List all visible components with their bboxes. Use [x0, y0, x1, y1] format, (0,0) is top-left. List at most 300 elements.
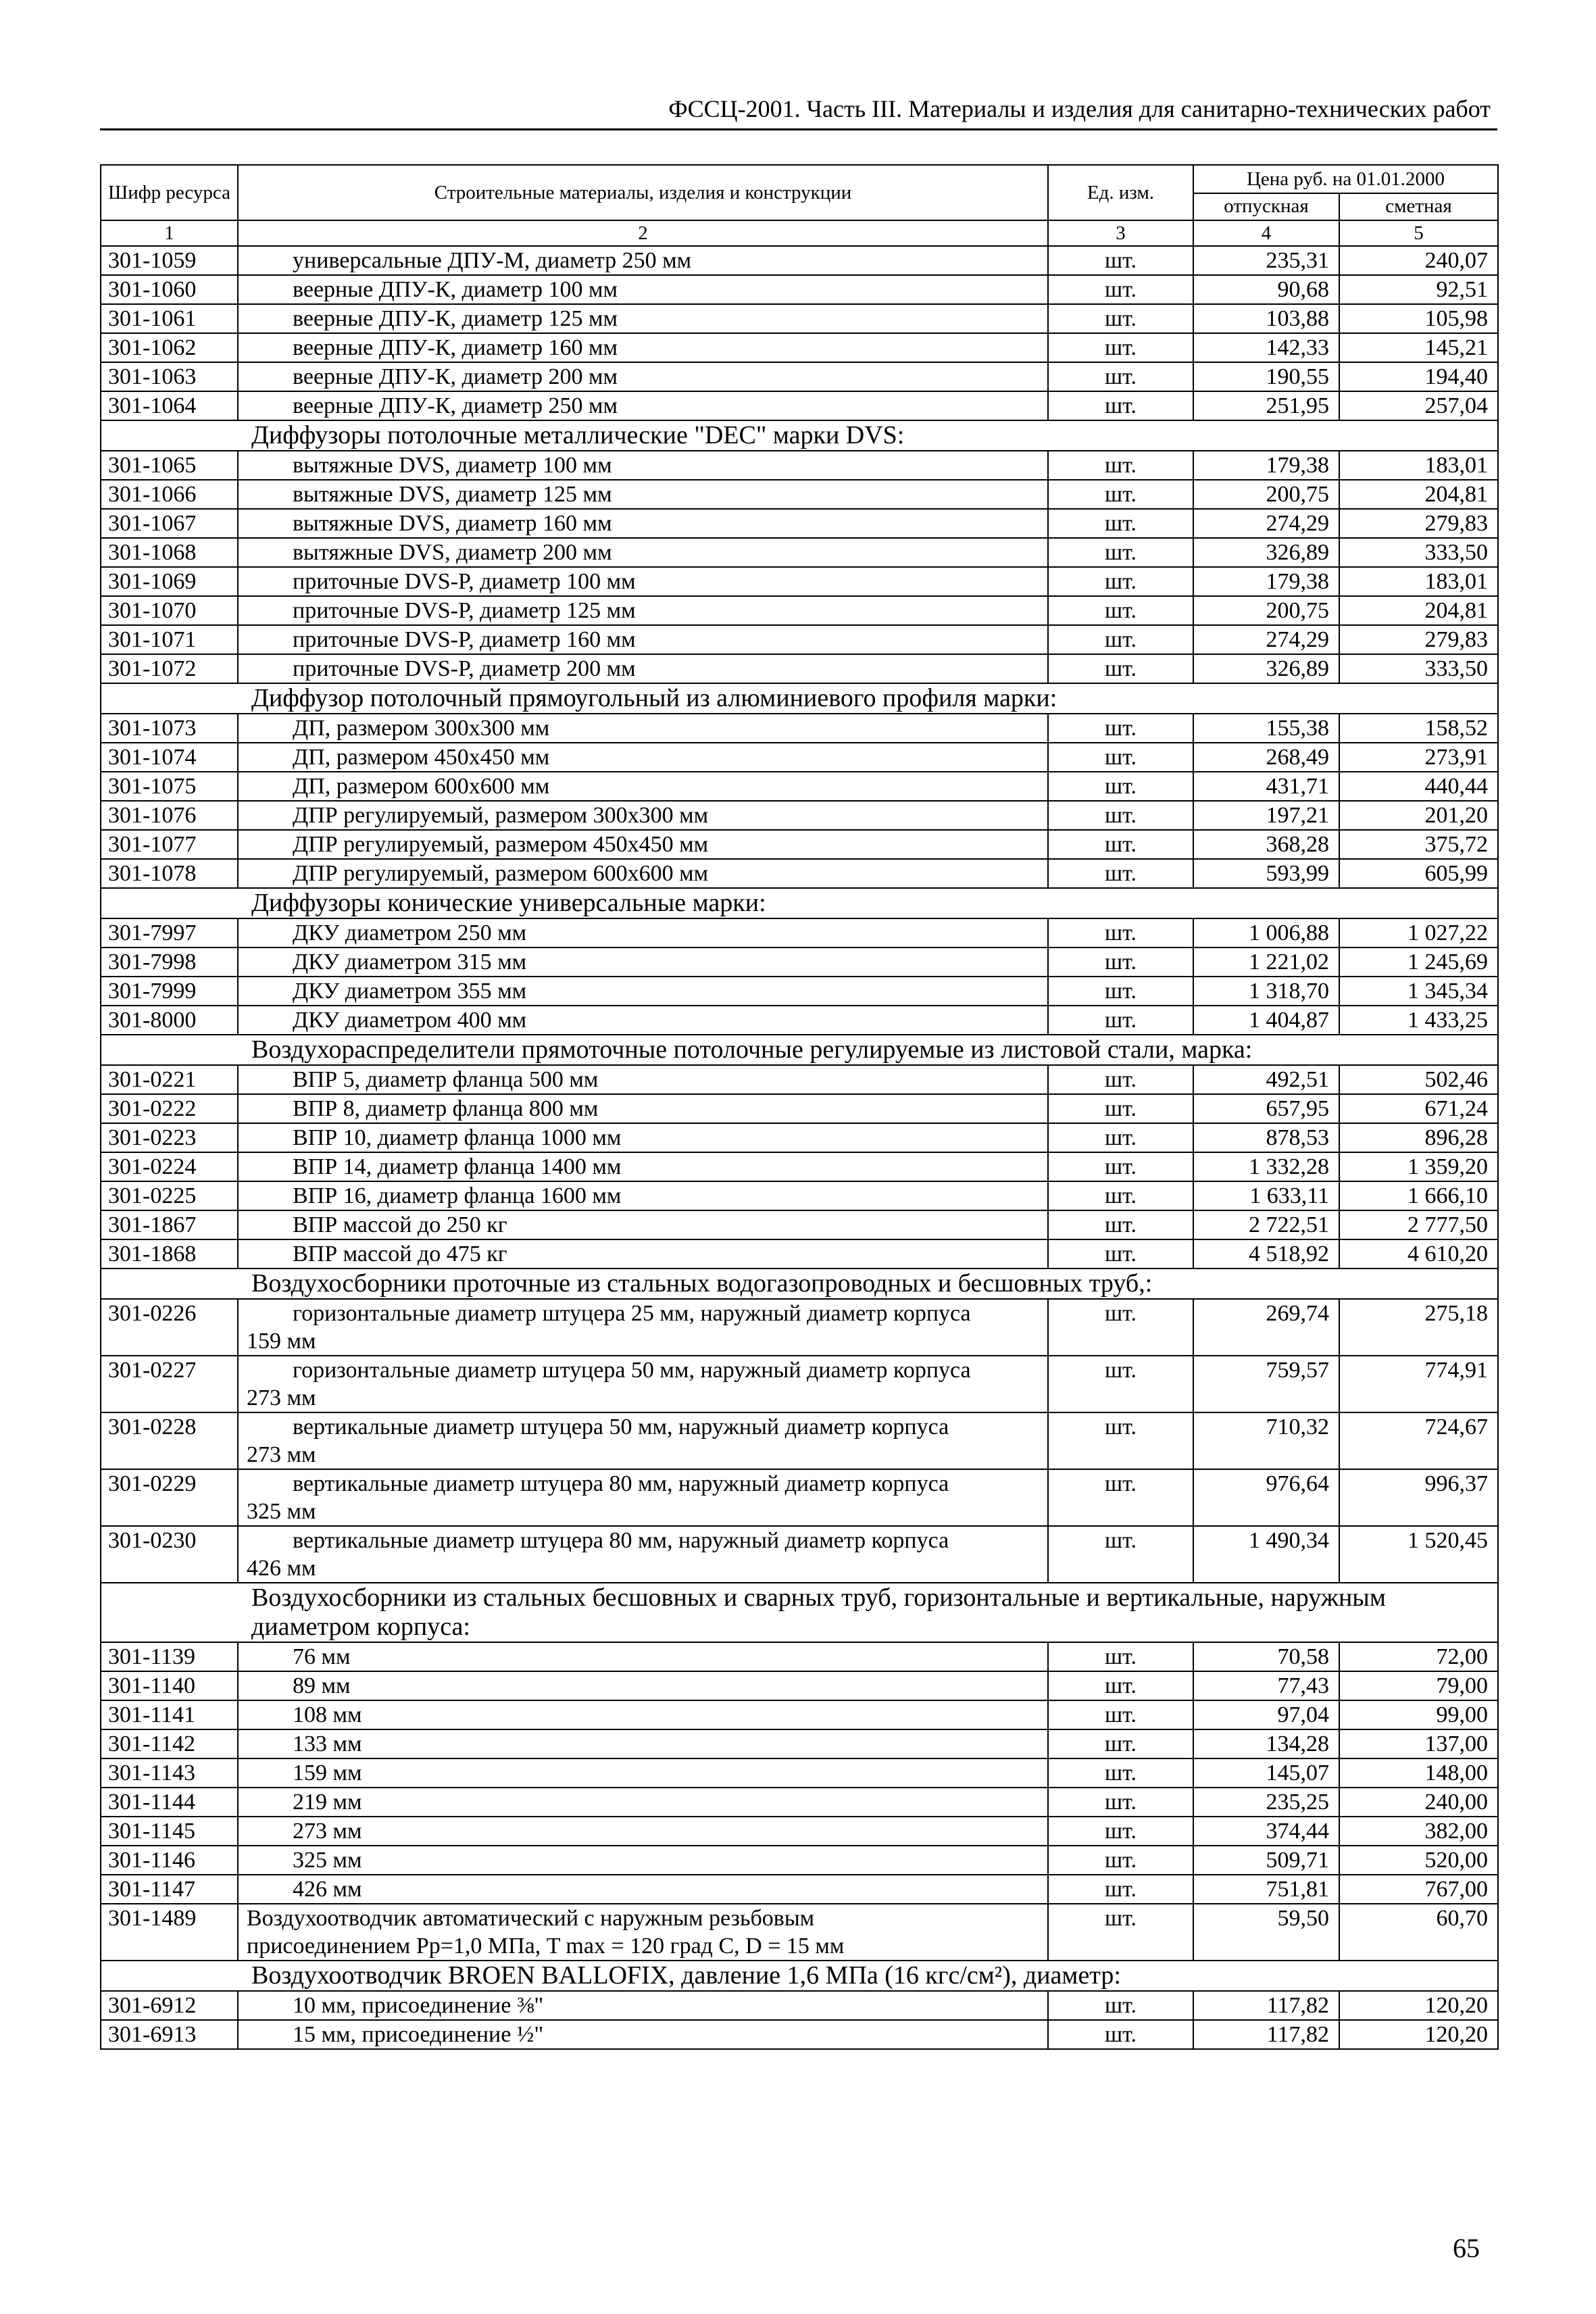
unit: шт.	[1048, 1210, 1193, 1239]
release-price: 117,82	[1193, 1991, 1339, 2020]
unit: шт.	[1048, 275, 1193, 304]
estimate-price: 72,00	[1339, 1642, 1498, 1671]
resource-code: 301-1867	[101, 1210, 238, 1239]
estimate-price: 1 666,10	[1339, 1181, 1498, 1210]
table-row	[101, 772, 1498, 801]
estimate-price: 204,81	[1339, 596, 1498, 625]
unit: шт.	[1048, 1671, 1193, 1700]
table-row	[101, 1817, 1498, 1846]
unit: шт.	[1048, 1412, 1193, 1469]
unit: шт.	[1048, 1700, 1193, 1729]
unit: шт.	[1048, 246, 1193, 275]
unit: шт.	[1048, 1006, 1193, 1035]
item-name: вытяжные DVS, диаметр 200 мм	[238, 538, 1048, 567]
resource-code: 301-1060	[101, 275, 238, 304]
release-price: 274,29	[1193, 509, 1339, 538]
resource-code: 301-1075	[101, 772, 238, 801]
section-heading: Диффузор потолочный прямоугольный из алюминиевого профиля марки:	[101, 683, 1498, 714]
estimate-price: 774,91	[1339, 1356, 1498, 1412]
item-name	[238, 1469, 1048, 1526]
resource-code: 301-1144	[101, 1788, 238, 1817]
item-name: 133 мм	[238, 1729, 1048, 1758]
section-heading: Диффузоры потолочные металлические "DEC" марки DVS:	[101, 420, 1498, 451]
item-name: ВПР 10, диаметр фланца 1000 мм	[238, 1123, 1048, 1152]
estimate-price: 201,20	[1339, 801, 1498, 830]
release-price: 1 006,88	[1193, 918, 1339, 947]
resource-code: 301-0229	[101, 1469, 238, 1526]
release-price: 235,31	[1193, 246, 1339, 275]
table-row	[101, 714, 1498, 743]
item-name: вытяжные DVS, диаметр 125 мм	[238, 480, 1048, 509]
release-price: 235,25	[1193, 1788, 1339, 1817]
item-name: 273 мм	[238, 1817, 1048, 1846]
table-row	[101, 1642, 1498, 1671]
unit: шт.	[1048, 1152, 1193, 1181]
unit: шт.	[1048, 1758, 1193, 1788]
item-name: веерные ДПУ-К, диаметр 125 мм	[238, 304, 1048, 333]
resource-code: 301-7998	[101, 947, 238, 977]
resource-code: 301-0227	[101, 1356, 238, 1412]
table-row	[101, 362, 1498, 391]
estimate-price: 1 245,69	[1339, 947, 1498, 977]
table-row	[101, 1181, 1498, 1210]
table-row	[101, 1210, 1498, 1239]
section-heading-row	[101, 420, 1498, 451]
release-price: 97,04	[1193, 1700, 1339, 1729]
table-row	[101, 509, 1498, 538]
release-price: 1 490,34	[1193, 1526, 1339, 1583]
estimate-price: 1 027,22	[1339, 918, 1498, 947]
unit: шт.	[1048, 801, 1193, 830]
unit: шт.	[1048, 859, 1193, 888]
unit: шт.	[1048, 654, 1193, 683]
table-row	[101, 1846, 1498, 1875]
table-row	[101, 918, 1498, 947]
section-heading: Воздухосборники проточные из стальных водогазопроводных и бесшовных труб,:	[101, 1269, 1498, 1299]
table-row	[101, 596, 1498, 625]
item-name: веерные ДПУ-К, диаметр 250 мм	[238, 391, 1048, 420]
estimate-price: 1 433,25	[1339, 1006, 1498, 1035]
resource-code: 301-1069	[101, 567, 238, 596]
unit: шт.	[1048, 1875, 1193, 1904]
item-name: 426 мм	[238, 1875, 1048, 1904]
item-name: вытяжные DVS, диаметр 100 мм	[238, 451, 1048, 480]
estimate-price: 767,00	[1339, 1875, 1498, 1904]
table-row	[101, 1671, 1498, 1700]
unit: шт.	[1048, 1123, 1193, 1152]
release-price: 751,81	[1193, 1875, 1339, 1904]
resource-code: 301-1145	[101, 1817, 238, 1846]
estimate-price: 137,00	[1339, 1729, 1498, 1758]
unit: шт.	[1048, 977, 1193, 1006]
table-row	[101, 1875, 1498, 1904]
resource-code: 301-1073	[101, 714, 238, 743]
release-price: 200,75	[1193, 596, 1339, 625]
resource-code: 301-0223	[101, 1123, 238, 1152]
item-name-line: 159 мм	[247, 1329, 316, 1354]
item-name	[238, 1412, 1048, 1469]
unit: шт.	[1048, 1469, 1193, 1526]
item-name: универсальные ДПУ-М, диаметр 250 мм	[238, 246, 1048, 275]
release-price: 1 221,02	[1193, 947, 1339, 977]
estimate-price: 1 520,45	[1339, 1526, 1498, 1583]
table-row	[101, 1152, 1498, 1181]
unit: шт.	[1048, 304, 1193, 333]
release-price: 274,29	[1193, 625, 1339, 654]
estimate-price: 279,83	[1339, 509, 1498, 538]
unit: шт.	[1048, 391, 1193, 420]
table-row	[101, 1299, 1498, 1356]
table-row	[101, 1788, 1498, 1817]
resource-code: 301-1062	[101, 333, 238, 362]
item-name: приточные DVS-P, диаметр 100 мм	[238, 567, 1048, 596]
estimate-price: 105,98	[1339, 304, 1498, 333]
resource-code: 301-1059	[101, 246, 238, 275]
section-heading-row	[101, 1269, 1498, 1299]
release-price: 155,38	[1193, 714, 1339, 743]
item-name	[238, 1904, 1048, 1961]
unit: шт.	[1048, 1094, 1193, 1123]
estimate-price: 520,00	[1339, 1846, 1498, 1875]
table-row	[101, 801, 1498, 830]
resource-code: 301-1061	[101, 304, 238, 333]
table-row	[101, 1526, 1498, 1583]
item-name: 219 мм	[238, 1788, 1048, 1817]
table-row	[101, 1700, 1498, 1729]
unit: шт.	[1048, 947, 1193, 977]
section-heading-row	[101, 1961, 1498, 1991]
header-name: Строительные материалы, изделия и конструкции	[238, 165, 1048, 220]
item-name: вытяжные DVS, диаметр 160 мм	[238, 509, 1048, 538]
item-name: ДКУ диаметром 355 мм	[238, 977, 1048, 1006]
resource-code: 301-1140	[101, 1671, 238, 1700]
item-name: ДПР регулируемый, размером 600x600 мм	[238, 859, 1048, 888]
resource-code: 301-8000	[101, 1006, 238, 1035]
estimate-price: 671,24	[1339, 1094, 1498, 1123]
release-price: 1 332,28	[1193, 1152, 1339, 1181]
price-table	[100, 164, 1499, 2050]
estimate-price: 148,00	[1339, 1758, 1498, 1788]
release-price: 368,28	[1193, 830, 1339, 859]
resource-code: 301-1141	[101, 1700, 238, 1729]
table-row	[101, 654, 1498, 683]
item-name-line: горизонтальные диаметр штуцера 50 мм, наружный диаметр корпуса	[293, 1358, 971, 1383]
item-name: ВПР массой до 475 кг	[238, 1239, 1048, 1269]
release-price: 2 722,51	[1193, 1210, 1339, 1239]
item-name-line: 426 мм	[247, 1556, 316, 1581]
estimate-price: 275,18	[1339, 1299, 1498, 1356]
resource-code: 301-1070	[101, 596, 238, 625]
estimate-price: 204,81	[1339, 480, 1498, 509]
table-row	[101, 977, 1498, 1006]
item-name-line: Воздухоотводчик автоматический с наружным резьбовым	[247, 1906, 815, 1931]
item-name: ВПР массой до 250 кг	[238, 1210, 1048, 1239]
table-row	[101, 947, 1498, 977]
item-name-line: вертикальные диаметр штуцера 50 мм, наружный диаметр корпуса	[293, 1414, 949, 1439]
resource-code: 301-1076	[101, 801, 238, 830]
release-price: 657,95	[1193, 1094, 1339, 1123]
item-name: ДКУ диаметром 250 мм	[238, 918, 1048, 947]
item-name-line: 273 мм	[247, 1442, 316, 1467]
table-row	[101, 567, 1498, 596]
estimate-price: 440,44	[1339, 772, 1498, 801]
item-name: 325 мм	[238, 1846, 1048, 1875]
table-row	[101, 1904, 1498, 1961]
table-row	[101, 625, 1498, 654]
table-row	[101, 1094, 1498, 1123]
resource-code: 301-0222	[101, 1094, 238, 1123]
item-name: веерные ДПУ-К, диаметр 200 мм	[238, 362, 1048, 391]
release-price: 179,38	[1193, 567, 1339, 596]
estimate-price: 273,91	[1339, 743, 1498, 772]
resource-code: 301-0230	[101, 1526, 238, 1583]
item-name: веерные ДПУ-К, диаметр 100 мм	[238, 275, 1048, 304]
table-row	[101, 830, 1498, 859]
estimate-price: 502,46	[1339, 1065, 1498, 1094]
resource-code: 301-7999	[101, 977, 238, 1006]
header-unit: Ед. изм.	[1048, 165, 1193, 220]
estimate-price: 724,67	[1339, 1412, 1498, 1469]
item-name: ВПР 5, диаметр фланца 500 мм	[238, 1065, 1048, 1094]
section-heading-row	[101, 1583, 1498, 1642]
unit: шт.	[1048, 538, 1193, 567]
column-number: 2	[238, 220, 1048, 246]
resource-code: 301-6913	[101, 2020, 238, 2049]
release-price: 142,33	[1193, 333, 1339, 362]
unit: шт.	[1048, 333, 1193, 362]
unit: шт.	[1048, 1181, 1193, 1210]
release-price: 1 633,11	[1193, 1181, 1339, 1210]
table-row	[101, 333, 1498, 362]
estimate-price: 2 777,50	[1339, 1210, 1498, 1239]
release-price: 90,68	[1193, 275, 1339, 304]
page-number: 65	[1453, 2233, 1480, 2263]
unit: шт.	[1048, 918, 1193, 947]
table-row	[101, 1065, 1498, 1094]
item-name	[238, 1299, 1048, 1356]
item-name-line: горизонтальные диаметр штуцера 25 мм, наружный диаметр корпуса	[293, 1301, 971, 1326]
unit: шт.	[1048, 1904, 1193, 1961]
estimate-price: 145,21	[1339, 333, 1498, 362]
resource-code: 301-1071	[101, 625, 238, 654]
estimate-price: 257,04	[1339, 391, 1498, 420]
estimate-price: 4 610,20	[1339, 1239, 1498, 1269]
unit: шт.	[1048, 1991, 1193, 2020]
unit: шт.	[1048, 1642, 1193, 1671]
item-name-line: присоединением Рр=1,0 МПа, T max = 120 град С, D = 15 мм	[247, 1934, 845, 1959]
release-price: 103,88	[1193, 304, 1339, 333]
table-row	[101, 451, 1498, 480]
resource-code: 301-1139	[101, 1642, 238, 1671]
header-estimate: сметная	[1339, 193, 1498, 220]
resource-code: 301-1142	[101, 1729, 238, 1758]
document-title: ФССЦ-2001. Часть III. Материалы и изделия для санитарно-технических работ	[668, 95, 1491, 122]
section-heading	[101, 1583, 1498, 1642]
unit: шт.	[1048, 596, 1193, 625]
estimate-price: 92,51	[1339, 275, 1498, 304]
header-release: отпускная	[1193, 193, 1339, 220]
estimate-price: 79,00	[1339, 1671, 1498, 1700]
resource-code: 301-1072	[101, 654, 238, 683]
item-name: ДП, размером 300x300 мм	[238, 714, 1048, 743]
release-price: 431,71	[1193, 772, 1339, 801]
resource-code: 301-0221	[101, 1065, 238, 1094]
section-heading: Воздухоотводчик BROEN BALLOFIX, давление 1,6 МПа (16 кгс/см²), диаметр:	[101, 1961, 1498, 1991]
release-price: 1 404,87	[1193, 1006, 1339, 1035]
item-name: ВПР 8, диаметр фланца 800 мм	[238, 1094, 1048, 1123]
item-name: 10 мм, присоединение ⅜"	[238, 1991, 1048, 2020]
item-name: 89 мм	[238, 1671, 1048, 1700]
unit: шт.	[1048, 1239, 1193, 1269]
column-number: 1	[101, 220, 238, 246]
column-number: 5	[1339, 220, 1498, 246]
item-name	[238, 1356, 1048, 1412]
release-price: 4 518,92	[1193, 1239, 1339, 1269]
release-price: 134,28	[1193, 1729, 1339, 1758]
estimate-price: 896,28	[1339, 1123, 1498, 1152]
section-heading-line: Воздухосборники из стальных бесшовных и сварных труб, горизонтальные и вертикальные, наружным	[251, 1583, 1386, 1612]
release-price: 117,82	[1193, 2020, 1339, 2049]
table-row	[101, 480, 1498, 509]
estimate-price: 120,20	[1339, 1991, 1498, 2020]
resource-code: 301-1063	[101, 362, 238, 391]
table-row	[101, 1991, 1498, 2020]
resource-code: 301-1068	[101, 538, 238, 567]
table-row	[101, 1758, 1498, 1788]
table-row	[101, 1239, 1498, 1269]
release-price: 593,99	[1193, 859, 1339, 888]
column-number-row	[101, 220, 1498, 246]
release-price: 509,71	[1193, 1846, 1339, 1875]
item-name: ДПР регулируемый, размером 300x300 мм	[238, 801, 1048, 830]
item-name-line: 273 мм	[247, 1385, 316, 1410]
release-price: 326,89	[1193, 654, 1339, 683]
section-heading-row	[101, 1035, 1498, 1065]
item-name: ДКУ диаметром 400 мм	[238, 1006, 1048, 1035]
item-name: приточные DVS-P, диаметр 125 мм	[238, 596, 1048, 625]
resource-code: 301-1146	[101, 1846, 238, 1875]
resource-code: 301-1064	[101, 391, 238, 420]
unit: шт.	[1048, 772, 1193, 801]
unit: шт.	[1048, 625, 1193, 654]
estimate-price: 183,01	[1339, 567, 1498, 596]
column-number: 3	[1048, 220, 1193, 246]
resource-code: 301-1077	[101, 830, 238, 859]
resource-code: 301-1074	[101, 743, 238, 772]
estimate-price: 240,07	[1339, 246, 1498, 275]
release-price: 269,74	[1193, 1299, 1339, 1356]
page-header	[100, 87, 1497, 130]
table-row	[101, 1729, 1498, 1758]
resource-code: 301-0228	[101, 1412, 238, 1469]
column-number: 4	[1193, 220, 1339, 246]
estimate-price: 158,52	[1339, 714, 1498, 743]
table-row	[101, 859, 1498, 888]
item-name: 108 мм	[238, 1700, 1048, 1729]
table-row	[101, 538, 1498, 567]
estimate-price: 333,50	[1339, 654, 1498, 683]
unit: шт.	[1048, 1065, 1193, 1094]
unit: шт.	[1048, 1526, 1193, 1583]
table-header-row	[101, 165, 1498, 193]
unit: шт.	[1048, 509, 1193, 538]
release-price: 759,57	[1193, 1356, 1339, 1412]
table-row	[101, 391, 1498, 420]
unit: шт.	[1048, 451, 1193, 480]
table-row	[101, 1006, 1498, 1035]
resource-code: 301-0224	[101, 1152, 238, 1181]
unit: шт.	[1048, 714, 1193, 743]
resource-code: 301-1489	[101, 1904, 238, 1961]
release-price: 878,53	[1193, 1123, 1339, 1152]
item-name: ДПР регулируемый, размером 450x450 мм	[238, 830, 1048, 859]
item-name: ДП, размером 450x450 мм	[238, 743, 1048, 772]
estimate-price: 240,00	[1339, 1788, 1498, 1817]
unit: шт.	[1048, 567, 1193, 596]
table-row	[101, 1356, 1498, 1412]
release-price: 70,58	[1193, 1642, 1339, 1671]
release-price: 1 318,70	[1193, 977, 1339, 1006]
resource-code: 301-0225	[101, 1181, 238, 1210]
table-row	[101, 743, 1498, 772]
resource-code: 301-6912	[101, 1991, 238, 2020]
header-code: Шифр ресурса	[101, 165, 238, 220]
release-price: 59,50	[1193, 1904, 1339, 1961]
item-name: 76 мм	[238, 1642, 1048, 1671]
item-name	[238, 1526, 1048, 1583]
section-heading: Диффузоры конические универсальные марки:	[101, 888, 1498, 918]
section-heading: Воздухораспределители прямоточные потолочные регулируемые из листовой стали, марка:	[101, 1035, 1498, 1065]
section-heading-row	[101, 683, 1498, 714]
resource-code: 301-1143	[101, 1758, 238, 1788]
item-name-line: вертикальные диаметр штуцера 80 мм, наружный диаметр корпуса	[293, 1528, 949, 1553]
resource-code: 301-1147	[101, 1875, 238, 1904]
resource-code: 301-1066	[101, 480, 238, 509]
item-name: ВПР 14, диаметр фланца 1400 мм	[238, 1152, 1048, 1181]
estimate-price: 183,01	[1339, 451, 1498, 480]
unit: шт.	[1048, 830, 1193, 859]
unit: шт.	[1048, 362, 1193, 391]
item-name-line: 325 мм	[247, 1499, 316, 1524]
estimate-price: 1 345,34	[1339, 977, 1498, 1006]
unit: шт.	[1048, 743, 1193, 772]
estimate-price: 1 359,20	[1339, 1152, 1498, 1181]
release-price: 326,89	[1193, 538, 1339, 567]
unit: шт.	[1048, 480, 1193, 509]
item-name: ВПР 16, диаметр фланца 1600 мм	[238, 1181, 1048, 1210]
item-name: 159 мм	[238, 1758, 1048, 1788]
release-price: 179,38	[1193, 451, 1339, 480]
table-row	[101, 275, 1498, 304]
table-row	[101, 304, 1498, 333]
item-name: приточные DVS-P, диаметр 160 мм	[238, 625, 1048, 654]
section-heading-row	[101, 888, 1498, 918]
unit: шт.	[1048, 1788, 1193, 1817]
resource-code: 301-0226	[101, 1299, 238, 1356]
release-price: 200,75	[1193, 480, 1339, 509]
release-price: 710,32	[1193, 1412, 1339, 1469]
estimate-price: 382,00	[1339, 1817, 1498, 1846]
table-row	[101, 246, 1498, 275]
unit: шт.	[1048, 1356, 1193, 1412]
release-price: 77,43	[1193, 1671, 1339, 1700]
release-price: 268,49	[1193, 743, 1339, 772]
table-row	[101, 1412, 1498, 1469]
item-name-line: вертикальные диаметр штуцера 80 мм, наружный диаметр корпуса	[293, 1471, 949, 1496]
estimate-price: 120,20	[1339, 2020, 1498, 2049]
release-price: 145,07	[1193, 1758, 1339, 1788]
release-price: 197,21	[1193, 801, 1339, 830]
